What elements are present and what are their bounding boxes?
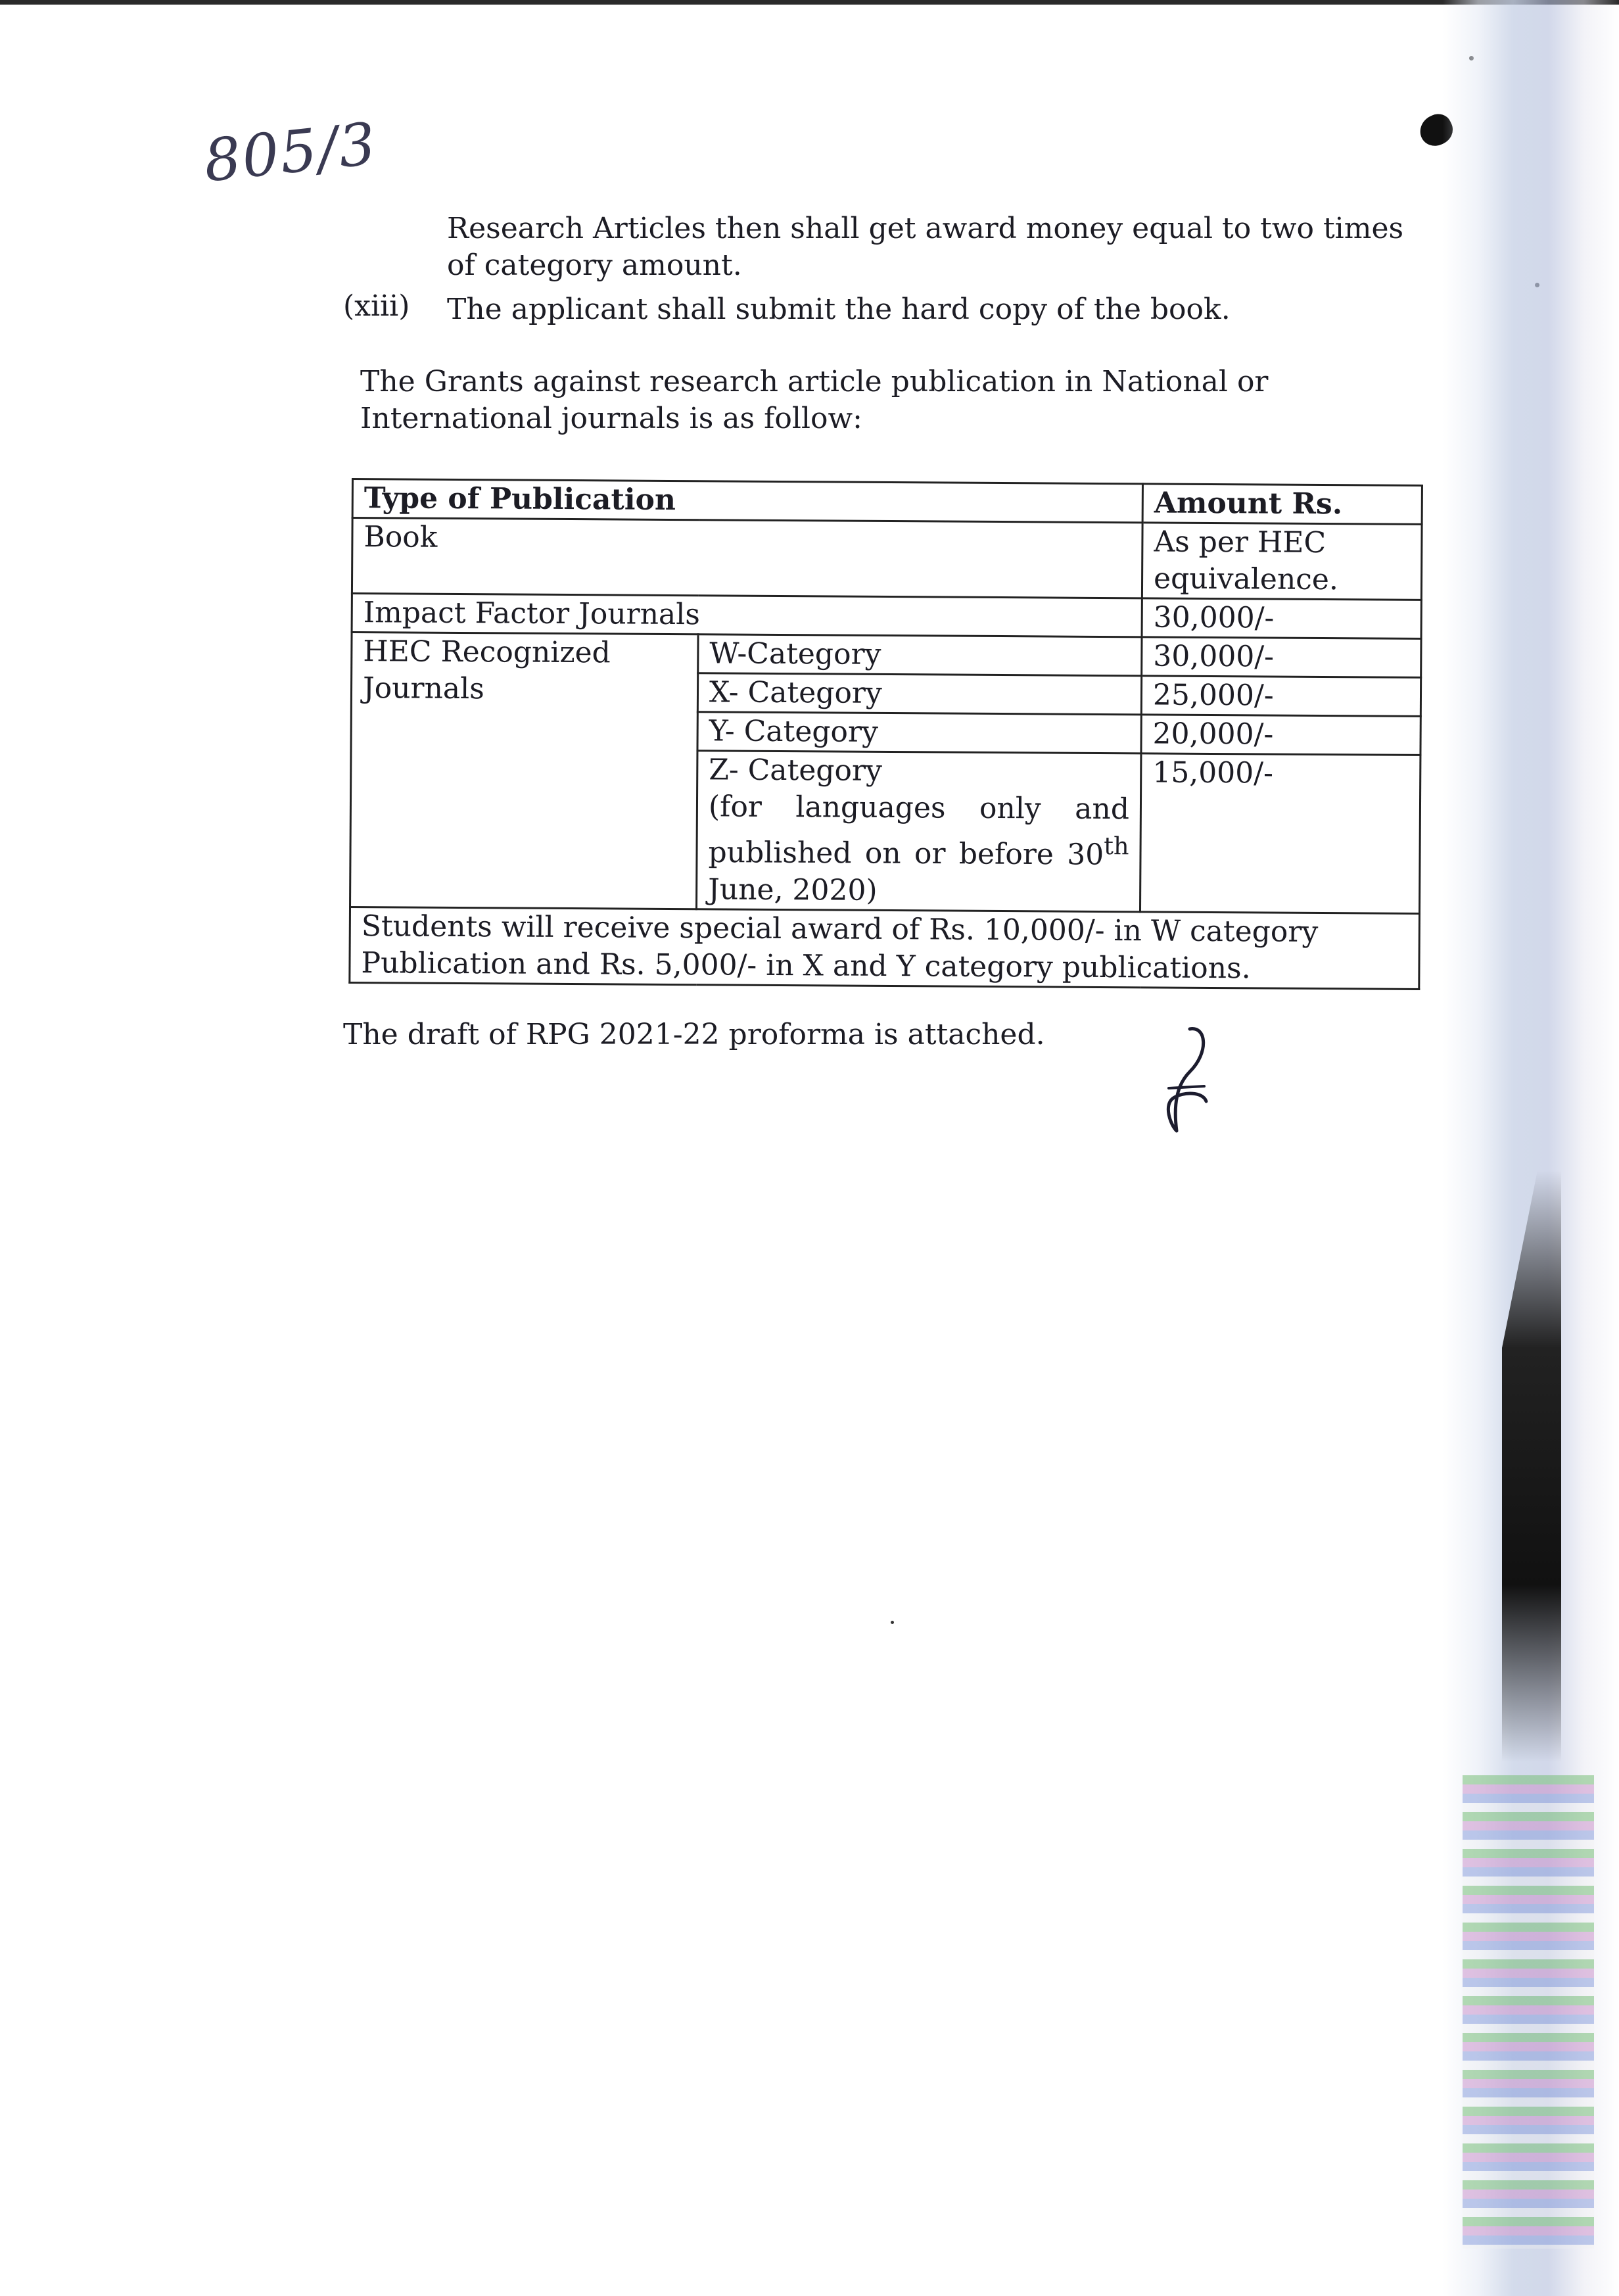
book-amount: As per HEC equivalence.	[1153, 525, 1339, 597]
header-type: Type of Publication	[364, 481, 676, 517]
header-amount: Amount Rs.	[1154, 486, 1343, 521]
w-category: W-Category	[709, 636, 881, 671]
speck	[891, 1621, 894, 1624]
w-category-cell	[698, 634, 1142, 676]
z-note-post: June, 2020)	[708, 872, 878, 907]
handwritten-page-number: 805/3	[200, 109, 381, 195]
w-amount: 30,000/-	[1153, 639, 1275, 674]
item-text-xiii: The applicant shall submit the hard copy of the book.	[447, 293, 1231, 326]
table-row-book	[352, 518, 1422, 600]
x-category: X- Category	[709, 675, 882, 710]
header-type-cell	[352, 479, 1142, 523]
impact-amount-cell	[1142, 598, 1421, 639]
closing-paragraph: The draft of RPG 2021-22 proforma is attached.	[343, 1018, 1045, 1051]
z-note-sup: th	[1104, 832, 1129, 861]
x-amount-cell	[1141, 676, 1420, 717]
impact-label-cell	[352, 594, 1142, 637]
y-category: Y- Category	[709, 714, 879, 749]
x-category-cell	[697, 673, 1141, 715]
table-footer-row	[350, 907, 1420, 989]
signature	[1144, 1026, 1223, 1137]
scan-edge-color-bands	[1463, 1775, 1594, 2249]
z-amount: 15,000/-	[1152, 755, 1274, 790]
y-amount-cell	[1141, 715, 1420, 755]
impact-label: Impact Factor Journals	[363, 596, 701, 632]
book-label: Book	[364, 520, 438, 554]
table-row-impact	[352, 594, 1421, 639]
intro-paragraph: The Grants against research article publication in National or International journals is as follow:	[360, 365, 1269, 435]
z-category-cell	[697, 751, 1141, 912]
header-amount-cell	[1142, 484, 1422, 525]
x-amount: 25,000/-	[1152, 678, 1274, 713]
z-category: Z- Category	[709, 753, 883, 788]
item-label-xiii: (xiii)	[343, 289, 410, 323]
hec-label-cell	[350, 633, 699, 909]
hec-label: HEC Recognized Journals	[362, 634, 611, 706]
w-amount-cell	[1142, 637, 1421, 678]
z-note-pre: (for languages only and published on or before 30	[708, 790, 1130, 872]
impact-amount: 30,000/-	[1153, 600, 1275, 635]
footer-note: Students will receive special award of Rs. 10,000/- in W category Publication and Rs. 5,000/- in X and Y category publications.	[361, 909, 1319, 986]
z-category-note	[708, 788, 1129, 911]
y-category-cell	[697, 712, 1141, 753]
z-amount-cell	[1140, 753, 1420, 913]
y-amount: 20,000/-	[1152, 717, 1274, 752]
book-amount-cell	[1142, 523, 1422, 600]
grants-table	[348, 478, 1423, 990]
continuation-paragraph: Research Articles then shall get award money equal to two times of category amount.	[447, 212, 1404, 282]
book-label-cell	[352, 518, 1142, 598]
table-row-w	[352, 633, 1421, 678]
scan-top-edge	[0, 0, 1619, 5]
footer-cell	[350, 907, 1420, 989]
table-header-row	[352, 479, 1422, 525]
